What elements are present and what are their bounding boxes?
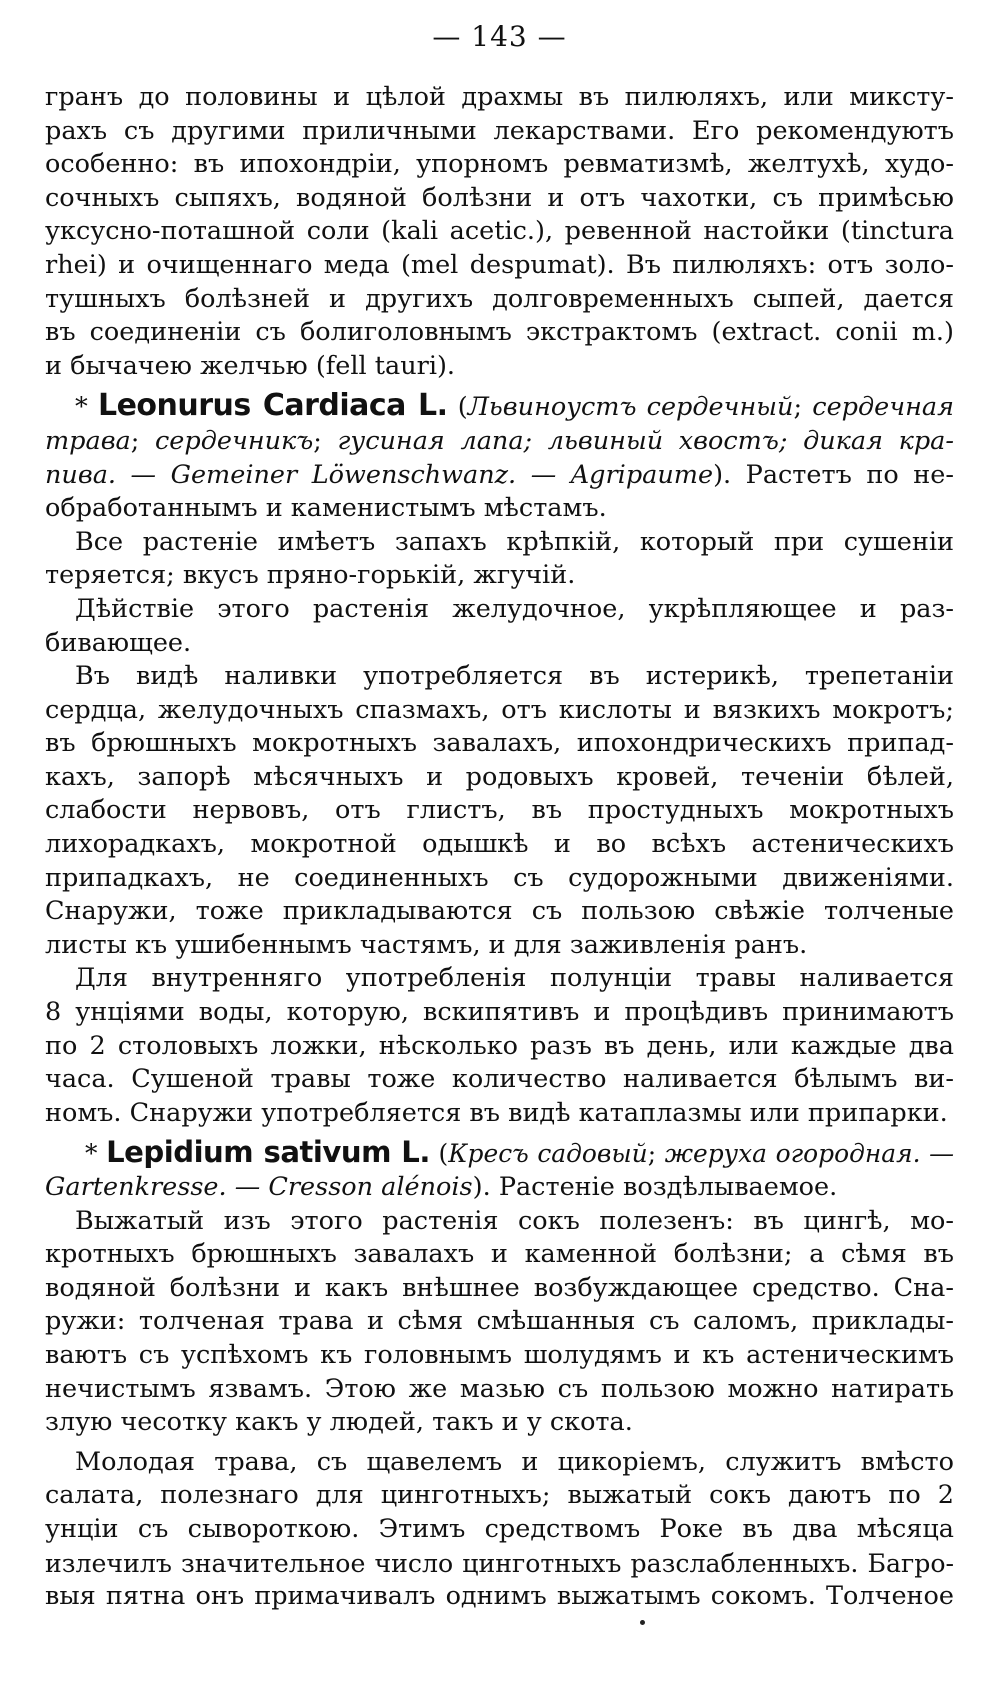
text-line: припадкахъ, не соединенныхъ съ судорожными движеніями. — [45, 862, 954, 893]
text-run: ). Растеніе воздѣлываемое. — [472, 1172, 838, 1202]
text-line: злую чесотку какъ у людей, такъ и у скота. — [45, 1407, 633, 1438]
text-line: Снаружи, тоже прикладываются съ пользою свѣжіе толченые — [45, 896, 954, 927]
text-line: водяной болѣзни и какъ внѣшнее возбуждающее средство. Сна- — [45, 1272, 954, 1303]
synonym: трава — [45, 425, 131, 456]
synonym: Кресъ садовый — [448, 1139, 648, 1169]
synonym: сердечникъ — [155, 425, 314, 456]
text-line: и бычачею желчью (fell tauri). — [45, 350, 456, 381]
body-text — [45, 81, 954, 1614]
asterisk-mark: * — [75, 392, 88, 423]
text-line: rhei) и очищеннаго меда (mel despumat). Въ пилюляхъ: отъ золо- — [45, 249, 954, 280]
paren-open: ( — [457, 392, 468, 423]
synonym: жеруха огородная. — — [664, 1139, 954, 1169]
text-line: лихорадкахъ, мокротной одышкѣ и во всѣхъ астеническихъ — [45, 829, 954, 860]
text-line: номъ. Снаружи употребляется въ видѣ катаплазмы или припарки. — [45, 1097, 948, 1128]
text-line: салата, полезнаго для цинготныхъ; выжатый сокъ даютъ по 2 — [45, 1480, 954, 1511]
text-line: по 2 столовыхъ ложки, нѣсколько разъ въ день, или каждые два — [45, 1030, 954, 1061]
text-line: листы къ ушибеннымъ частямъ, и для заживленія ранъ. — [45, 929, 808, 960]
text-line — [45, 459, 954, 493]
text-line: особенно: въ ипохондріи, упорномъ ревматизмѣ, желтухѣ, худо- — [45, 149, 954, 180]
text-line: кротныхъ брюшныхъ завалахъ и каменной болѣзни; а сѣмя въ — [45, 1239, 954, 1270]
asterisk-mark: * — [85, 1139, 98, 1169]
text-line: уксусно-поташной соли (kali acetic.), ревенной настойки (tinctura — [45, 216, 954, 247]
text-line: Выжатый изъ этого растенія сокъ полезенъ: въ цингѣ, мо- — [75, 1205, 954, 1236]
synonym: пива. — Gemeiner Löwenschwanz. — Agripaume — [45, 459, 714, 490]
text-line: слабости нервовъ, отъ глистъ, въ простудныхъ мокротныхъ — [45, 795, 954, 826]
synonym: Львиноустъ сердечный — [467, 392, 794, 423]
species-name: Leonurus Cardiaca L. — [97, 389, 448, 424]
text-line — [45, 1171, 954, 1205]
text-line: унціи съ сывороткою. Этимъ средствомъ Роке въ два мѣсяца — [45, 1513, 954, 1544]
text-line: рахъ съ другими приличными лекарствами. Его рекомендуютъ — [45, 115, 954, 146]
species-name: Lepidium sativum L. — [106, 1136, 430, 1170]
ink-speck — [640, 1620, 645, 1625]
text-line: сочныхъ сыпяхъ, водяной болѣзни и отъ чахотки, съ примѣсью — [45, 182, 954, 213]
text-line: ружи: толченая трава и сѣмя смѣшанныя съ саломъ, приклады- — [45, 1306, 954, 1337]
separator: ; — [647, 1139, 665, 1169]
text-line: обработаннымъ и каменистымъ мѣстамъ. — [45, 493, 607, 524]
separator: ; — [130, 425, 156, 456]
text-line: теряется; вкусъ пряно-горькій, жгучій. — [45, 560, 576, 591]
text-line: кахъ, запорѣ мѣсячныхъ и родовыхъ кровей, теченіи бѣлей, — [45, 761, 954, 792]
text-line: Для внутренняго употребленія полунціи травы наливается — [75, 963, 954, 994]
synonym: сердечная — [812, 392, 954, 423]
text-line: въ брюшныхъ мокротныхъ завалахъ, ипохондрическихъ припад- — [45, 728, 954, 759]
entry-heading-leonurus — [45, 389, 954, 425]
text-line: гранъ до половины и цѣлой драхмы въ пилюляхъ, или миксту- — [45, 82, 954, 112]
text-line — [45, 425, 954, 459]
text-line: Въ видѣ наливки употребляется въ истерикѣ, трепетаніи — [75, 661, 954, 692]
text-line: нечистымъ язвамъ. Этою же мазью съ пользою можно натирать — [45, 1373, 954, 1404]
page-number: — 143 — — [432, 20, 567, 53]
text-line: часа. Сушеной травы тоже количество наливается бѣлымъ ви- — [45, 1064, 954, 1095]
text-line: выя пятна онъ примачивалъ однимъ выжатымъ сокомъ. Толченое — [45, 1581, 954, 1612]
text-line: излечилъ значительное число цинготныхъ разслабленныхъ. Багро- — [45, 1548, 954, 1578]
text-line: бивающее. — [45, 627, 192, 658]
separator: ; — [313, 425, 338, 456]
text-line: тушныхъ болѣзней и другихъ долговременныхъ сыпей, дается — [45, 283, 954, 314]
text-line: Молодая трава, съ щавелемъ и цикоріемъ, служитъ вмѣсто — [75, 1446, 954, 1477]
paren-open: ( — [429, 1139, 449, 1169]
synonym: гусиная лапа; львиный хвостъ; дикая кра- — [337, 425, 954, 456]
text-line: 8 унціями воды, которую, вскипятивъ и процѣдивъ принимаютъ — [45, 997, 954, 1028]
text-run: ). Растетъ по не- — [713, 459, 954, 490]
separator: ; — [793, 392, 813, 423]
text-line: въ соединеніи съ болиголовнымъ экстрактомъ (extract. conii m.) — [45, 317, 954, 348]
text-line: ваютъ съ успѣхомъ къ головнымъ шолудямъ и къ астеническимъ — [45, 1339, 954, 1370]
entry-heading-lepidium — [45, 1136, 954, 1171]
text-line: сердца, желудочныхъ спазмахъ, отъ кислоты и вязкихъ мокротъ; — [45, 694, 954, 725]
text-line: Дѣйствіе этого растенія желудочное, укрѣпляющее и раз- — [75, 593, 954, 624]
text-line: Все растеніе имѣетъ запахъ крѣпкій, который при сушеніи — [75, 526, 954, 557]
synonym: Gartenkresse. — Cresson alénois — [45, 1172, 473, 1202]
